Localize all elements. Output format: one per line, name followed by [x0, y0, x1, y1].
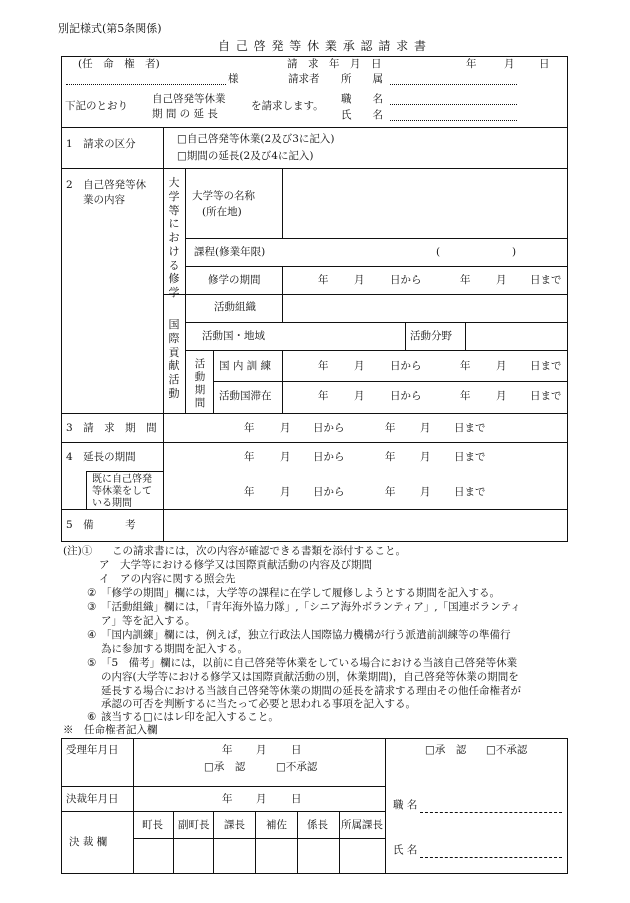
position-field[interactable] — [390, 104, 517, 105]
row4-label: 4 延長の期間 — [66, 451, 136, 463]
page-title: 自 己 啓 発 等 休 業 承 認 請 求 書 — [218, 39, 427, 53]
field-label: 活動分野 — [410, 330, 452, 342]
already-period-label: 既に自己啓発 — [92, 474, 152, 485]
abroad-stay-label: 活動国滞在 — [219, 390, 272, 402]
study-period-label: 修学の期間 — [208, 274, 261, 286]
approver-position-label: 職 名 — [393, 799, 418, 811]
paren-open: ( — [436, 246, 441, 258]
paren-close: ) — [512, 246, 517, 258]
affiliation-label: 所 属 — [341, 73, 383, 85]
row5-label: 5 備 考 — [66, 519, 136, 531]
already-period-label-3: いる期間 — [92, 498, 132, 509]
university-location-label: (所在地) — [202, 206, 242, 218]
form-number: 別記様式(第5条関係) — [58, 22, 162, 35]
position-label: 職 名 — [341, 93, 383, 105]
request-text: を請求します。 — [251, 100, 324, 112]
received-date-label: 受理年月日 — [66, 744, 119, 756]
row1-label: 1 請求の区分 — [66, 138, 136, 150]
checkbox-self-development[interactable]: □自己啓発等休業(2及び3に記入) — [177, 133, 335, 145]
domestic-training-label: 国 内 訓 練 — [219, 360, 272, 372]
affiliation-field[interactable] — [390, 84, 517, 85]
course-label: 課程(修業年限) — [194, 246, 266, 258]
approver-position-field[interactable] — [420, 812, 562, 813]
country-label: 活動国・地域 — [202, 330, 265, 342]
option-extension: 期 間 の 延 長 — [152, 108, 218, 120]
reject-checkbox[interactable]: □不承認 — [276, 761, 318, 773]
decision-column-label: 決 裁 欄 — [69, 836, 108, 848]
approve-checkbox[interactable]: □承 認 — [204, 761, 246, 773]
row2-label: 2 自己啓発等休 — [66, 179, 147, 191]
stamp-town-head: 町長 — [142, 819, 163, 831]
reject-checkbox-right[interactable]: □不承認 — [486, 744, 528, 756]
request-year: 年 — [466, 58, 477, 70]
period-vertical-label: 活動期間 — [194, 358, 206, 410]
approve-checkbox-right[interactable]: □承 認 — [425, 744, 467, 756]
approver-name-label: 氏 名 — [393, 844, 418, 856]
stamp-section-chief: 課長 — [224, 819, 245, 831]
name-field[interactable] — [390, 120, 517, 121]
stamp-dept-chief: 所属課長 — [341, 819, 383, 831]
name-label: 氏 名 — [341, 109, 383, 121]
option-self-development: 自己啓発等休業 — [152, 93, 226, 105]
appointer-label: (任 命 権 者) — [78, 58, 160, 70]
row2-label-2: 業の内容 — [83, 194, 125, 206]
request-date-label: 請 求 年 月 日 — [287, 58, 382, 70]
approver-name-field[interactable] — [420, 857, 562, 858]
university-name-label: 大学等の名称 — [192, 190, 255, 202]
sama-label: 様 — [228, 73, 239, 85]
stamp-subsection-chief: 係長 — [307, 819, 328, 831]
contribution-vertical-label: 国際貢献活動 — [168, 318, 180, 400]
stamp-deputy: 副町長 — [178, 819, 210, 831]
stamp-assistant: 補佐 — [266, 819, 287, 831]
decision-date-label: 決裁年月日 — [66, 793, 119, 805]
org-label: 活動組織 — [214, 301, 256, 313]
checkbox-extension[interactable]: □期間の延長(2及び4に記入) — [177, 150, 314, 162]
row3-label: 3 請 求 期 間 — [66, 422, 157, 434]
requester-label: 請求者 — [288, 73, 320, 85]
request-month: 月 — [504, 58, 515, 70]
study-vertical-label: 大学等における修学 — [168, 176, 180, 299]
already-period-label-2: 等休業をして — [92, 486, 152, 497]
as-follows-text: 下記のとおり — [65, 100, 128, 112]
request-day: 日 — [539, 58, 550, 70]
